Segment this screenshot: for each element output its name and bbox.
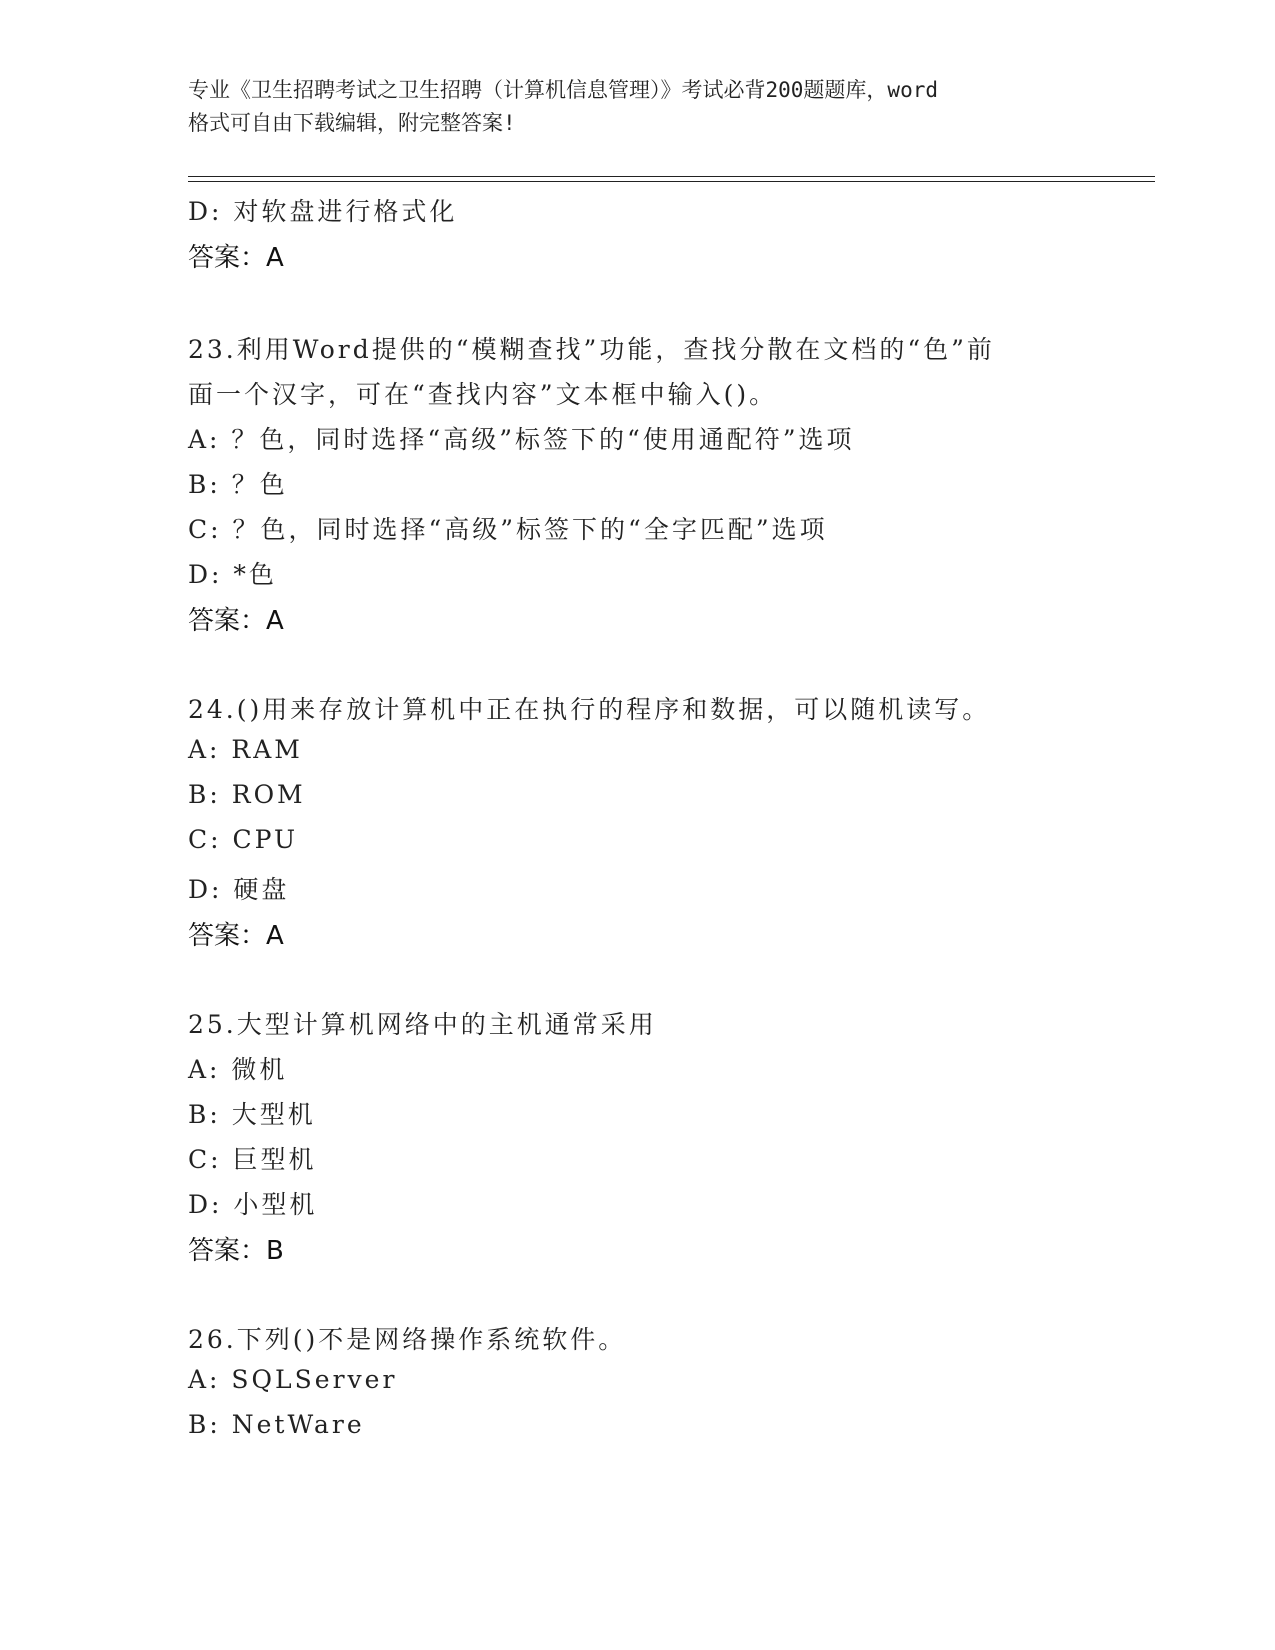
question-25-answer: 答案：B	[188, 1236, 284, 1266]
prev-answer: 答案：A	[188, 243, 284, 273]
question-25-stem: 25.大型计算机网络中的主机通常采用	[188, 1010, 657, 1039]
question-24-stem: 24.()用来存放计算机中正在执行的程序和数据，可以随机读写。	[188, 695, 991, 724]
question-23-option-c: C: ？色，同时选择“高级”标签下的“全字匹配”选项	[188, 515, 828, 544]
question-24-option-c: C: CPU	[188, 825, 299, 854]
question-26-option-b: B: NetWare	[188, 1410, 365, 1439]
question-23-option-b: B: ？色	[188, 470, 288, 499]
prev-option-d: D: 对软盘进行格式化	[188, 197, 458, 226]
question-23-option-d: D: *色	[188, 560, 277, 589]
question-26-option-a: A: SQLServer	[188, 1365, 398, 1394]
question-25-option-b: B: 大型机	[188, 1100, 316, 1129]
question-24-option-a: A: RAM	[188, 735, 303, 764]
question-24-option-b: B: ROM	[188, 780, 306, 809]
header-line-2: 格式可自由下载编辑，附完整答案!	[188, 111, 516, 135]
question-24-option-d: D: 硬盘	[188, 875, 290, 904]
question-26-stem: 26.下列()不是网络操作系统软件。	[188, 1325, 627, 1354]
question-24-answer: 答案：A	[188, 921, 284, 951]
header-divider-bottom	[188, 181, 1155, 182]
question-23-stem-line-2: 面一个汉字，可在“查找内容”文本框中输入()。	[188, 380, 778, 409]
question-23-stem-line-1: 23.利用Word提供的“模糊查找”功能，查找分散在文档的“色”前	[188, 335, 995, 364]
document-header	[188, 74, 1088, 140]
header-divider-top	[188, 176, 1155, 177]
question-25-option-c: C: 巨型机	[188, 1145, 317, 1174]
question-25-option-d: D: 小型机	[188, 1190, 318, 1219]
header-line-1: 专业《卫生招聘考试之卫生招聘（计算机信息管理）》考试必背200题题库，word	[188, 78, 938, 102]
question-23-answer: 答案：A	[188, 606, 284, 636]
question-23-option-a: A: ？色，同时选择“高级”标签下的“使用通配符”选项	[188, 425, 855, 454]
question-25-option-a: A: 微机	[188, 1055, 288, 1084]
